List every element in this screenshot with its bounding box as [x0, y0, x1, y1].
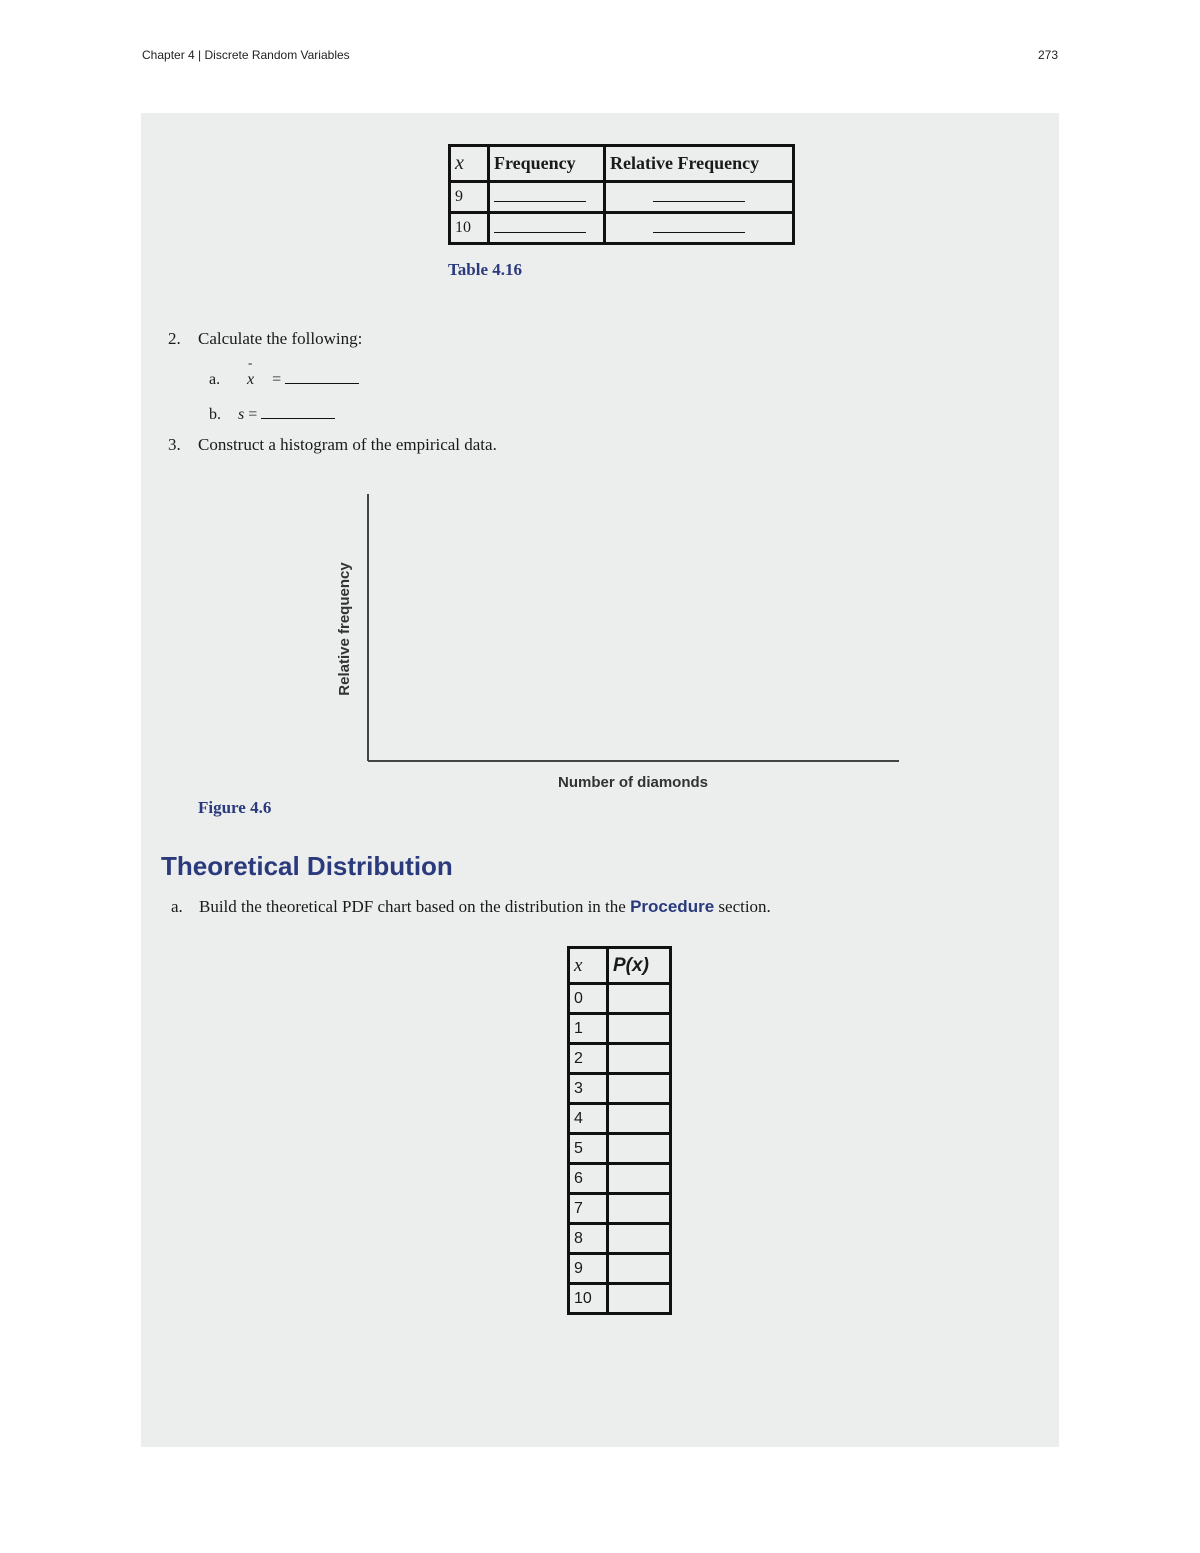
sublist-label: a.: [171, 897, 183, 916]
probability-blank[interactable]: [608, 1134, 671, 1164]
page-number: 273: [1037, 48, 1058, 62]
list-item-3: [168, 435, 497, 455]
column-header-px: P(x): [608, 948, 671, 984]
list-text: Construct a histogram of the empirical data.: [198, 435, 497, 454]
relative-frequency-blank[interactable]: [605, 213, 794, 244]
table-row: [569, 984, 671, 1014]
table-row: [569, 1194, 671, 1224]
probability-blank[interactable]: [608, 1254, 671, 1284]
row-x-value: 3: [569, 1074, 608, 1104]
y-axis-label: Relative frequency: [336, 562, 353, 696]
table-row: [569, 1104, 671, 1134]
row-x-value: 0: [569, 984, 608, 1014]
table-row: [569, 1284, 671, 1314]
procedure-link[interactable]: Procedure: [630, 897, 715, 916]
s-symbol: s: [238, 406, 245, 423]
column-header-x: x: [450, 146, 489, 182]
probability-blank[interactable]: [608, 1284, 671, 1314]
table-row: [569, 1164, 671, 1194]
row-x-value: 7: [569, 1194, 608, 1224]
row-x-value: 5: [569, 1134, 608, 1164]
frequency-table: [448, 144, 795, 245]
instruction-text: Build the theoretical PDF chart based on the distribution in the: [199, 897, 626, 916]
theoretical-instruction: [171, 897, 771, 917]
table-header-row: [569, 948, 671, 984]
table-header-row: [450, 146, 794, 182]
table-row: [569, 1074, 671, 1104]
frequency-blank[interactable]: [489, 213, 605, 244]
x-bar-symbol: - x: [247, 371, 254, 388]
equals-sign: =: [272, 371, 282, 388]
mean-line: [209, 369, 359, 389]
list-number: 3.: [168, 435, 181, 454]
sublist-label: a.: [209, 371, 221, 388]
row-x-value: 8: [569, 1224, 608, 1254]
pdf-table: [567, 946, 672, 1315]
table-row: [569, 1254, 671, 1284]
row-x-value: 10: [569, 1284, 608, 1314]
table-row: [569, 1224, 671, 1254]
chapter-title: Chapter 4 | Discrete Random Variables: [142, 48, 350, 62]
list-number: 2.: [168, 329, 181, 348]
column-header-x: x: [569, 948, 608, 984]
table-caption: Table 4.16: [448, 260, 523, 279]
probability-blank[interactable]: [608, 1164, 671, 1194]
figure-caption: Figure 4.6: [198, 798, 272, 817]
frequency-blank[interactable]: [489, 182, 605, 213]
column-header-frequency: Frequency: [489, 146, 605, 182]
row-x-value: 9: [569, 1254, 608, 1284]
std-answer-blank[interactable]: [261, 404, 335, 419]
list-item-2: [168, 329, 362, 349]
probability-blank[interactable]: [608, 984, 671, 1014]
row-x-value: 6: [569, 1164, 608, 1194]
instruction-text-end: section.: [718, 897, 771, 916]
row-x-value: 1: [569, 1014, 608, 1044]
row-x-value: 2: [569, 1044, 608, 1074]
sublist-label: b.: [209, 406, 221, 423]
column-header-relative-frequency: Relative Frequency: [605, 146, 794, 182]
table-row: [450, 182, 794, 213]
mean-answer-blank[interactable]: [285, 369, 359, 384]
table-row: [569, 1044, 671, 1074]
row-x-value: 9: [450, 182, 489, 213]
section-title: Theoretical Distribution: [161, 851, 453, 881]
table-row: [450, 213, 794, 244]
x-axis-label: Number of diamonds: [557, 774, 709, 791]
lab-panel: [141, 113, 1059, 1447]
probability-blank[interactable]: [608, 1104, 671, 1134]
probability-blank[interactable]: [608, 1194, 671, 1224]
relative-frequency-blank[interactable]: [605, 182, 794, 213]
table-row: [569, 1134, 671, 1164]
probability-blank[interactable]: [608, 1224, 671, 1254]
probability-blank[interactable]: [608, 1074, 671, 1104]
equals-sign: =: [248, 406, 258, 423]
table-row: [569, 1014, 671, 1044]
row-x-value: 10: [450, 213, 489, 244]
probability-blank[interactable]: [608, 1044, 671, 1074]
row-x-value: 4: [569, 1104, 608, 1134]
probability-blank[interactable]: [608, 1014, 671, 1044]
histogram-chart: [336, 488, 906, 798]
list-text: Calculate the following:: [198, 329, 363, 348]
std-line: [209, 404, 335, 424]
